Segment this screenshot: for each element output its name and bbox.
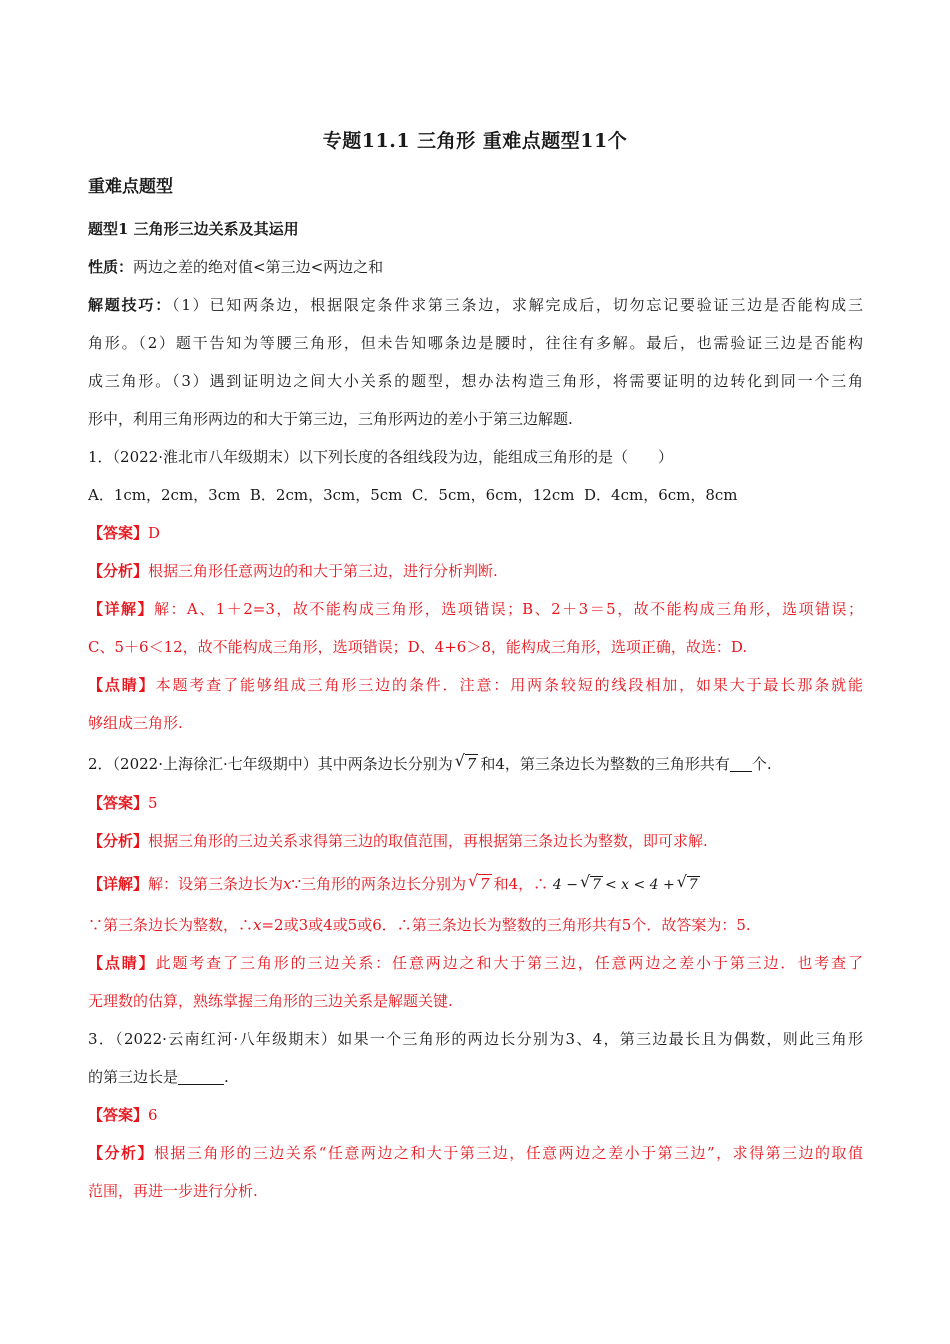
q2-analysis-label: 【分析】 bbox=[88, 832, 149, 850]
q1-detail-label: 【详解】 bbox=[88, 600, 154, 618]
q2-stem-a: 2．（2022·上海徐汇·七年级期中）其中两条边长分别为 bbox=[88, 755, 453, 773]
q3-answer bbox=[88, 1096, 863, 1134]
q1-detail-1 bbox=[88, 590, 863, 628]
section-heading: 重难点题型 bbox=[88, 177, 173, 197]
q2-detail-1 bbox=[88, 860, 863, 906]
property-label: 性质： bbox=[88, 258, 134, 276]
q2-analysis bbox=[88, 822, 863, 860]
q2-detail-b: ∵三角形的两条边长分别为 bbox=[291, 875, 467, 893]
sqrt-icon: √ 7 bbox=[454, 751, 477, 773]
answer-blank bbox=[178, 1068, 224, 1085]
q3-stem-1: 3．（2022·云南红河·八年级期末）如果一个三角形的两边长分别为3、4，第三边最长且为偶数，则此三角形 bbox=[88, 1030, 863, 1048]
q2-detail-2var: x bbox=[253, 916, 262, 934]
q2-detail-a: 解：设第三条边长为 bbox=[148, 875, 284, 893]
q1-analysis-text: 根据三角形任意两边的和大于第三边，进行分析判断. bbox=[148, 562, 498, 580]
q2-detail-2 bbox=[88, 906, 863, 944]
q1-comment-1 bbox=[88, 666, 863, 704]
q2-detail-label: 【详解】 bbox=[88, 875, 149, 893]
q2-answer-label: 【答案】 bbox=[88, 794, 149, 812]
q3-analysis-2: 范围，再进一步进行分析. bbox=[88, 1182, 258, 1200]
q2-stem-c: 个. bbox=[751, 755, 772, 773]
q3-stem-2 bbox=[88, 1058, 863, 1096]
tips-line-2: 角形。（2）题干告知为等腰三角形，但未告知哪条边是腰时，往往有多解。最后，也需验证三边是否能构 bbox=[88, 334, 863, 352]
sqrt-icon: √ 7 bbox=[468, 871, 490, 893]
q3-analysis-label: 【分析】 bbox=[88, 1144, 154, 1162]
q2-detail-var: x bbox=[283, 875, 292, 893]
q1-comment-text-1: 本题考查了能够组成三角形三边的条件．注意：用两条较短的线段相加，如果大于最长那条就能 bbox=[155, 676, 863, 694]
property-line bbox=[88, 248, 863, 286]
q3-answer-label: 【答案】 bbox=[88, 1106, 149, 1124]
q1-answer-value: D bbox=[148, 524, 161, 542]
q1-analysis-label: 【分析】 bbox=[88, 562, 149, 580]
tips-text-1: （1）已知两条边，根据限定条件求第三条边，求解完成后，切勿忘记要验证三边是否能构成三 bbox=[172, 296, 863, 314]
q2-analysis-text: 根据三角形的三边关系求得第三边的取值范围，再根据第三条边长为整数，即可求解. bbox=[148, 832, 708, 850]
property-text: 两边之差的绝对值<第三边<两边之和 bbox=[133, 258, 384, 276]
answer-blank bbox=[730, 755, 752, 772]
q1-detail-text-1: 解：A、1＋2=3，故不能构成三角形，选项错误；B、2＋3＝5，故不能构成三角形，选项错误； bbox=[153, 600, 863, 618]
q1-analysis bbox=[88, 552, 863, 590]
tips-line-1 bbox=[88, 286, 863, 324]
q3-answer-value: 6 bbox=[148, 1106, 158, 1124]
q2-detail-c: 和4，∴ bbox=[493, 875, 549, 893]
q2-detail-2a: ∵第三条边长为整数，∴ bbox=[88, 916, 254, 934]
q1-options: A．1cm，2cm，3cm B．2cm，3cm，5cm C．5cm，6cm，12cm D．4cm，6cm，8cm bbox=[88, 486, 738, 504]
q1-stem: 1．（2022·淮北市八年级期末）以下列长度的各组线段为边，能组成三角形的是（ ） bbox=[88, 448, 673, 466]
q2-answer-value: 5 bbox=[148, 794, 158, 812]
doc-body bbox=[88, 210, 863, 1210]
tips-line-3: 成三角形。（3）遇到证明边之间大小关系的题型，想办法构造三角形，将需要证明的边转化到同一个三角 bbox=[88, 372, 863, 390]
q2-stem-b: 和4，第三条边长为整数的三角形共有 bbox=[480, 755, 730, 773]
q1-comment-label: 【点睛】 bbox=[88, 676, 156, 694]
doc-title: 专题11.1 三角形 重难点题型11个 bbox=[322, 130, 628, 152]
tips-label: 解题技巧： bbox=[88, 296, 173, 314]
q3-analysis-1 bbox=[88, 1134, 863, 1172]
q3-stem-2a: 的第三边长是 bbox=[88, 1068, 179, 1086]
q1-comment-2: 够组成三角形. bbox=[88, 714, 183, 732]
q3-analysis-text-1: 根据三角形的三边关系“任意两边之和大于第三边，任意两边之差小于第三边”，求得第三边的取值 bbox=[153, 1144, 863, 1162]
tips-line-4: 形中，利用三角形两边的和大于第三边，三角形两边的差小于第三边解题. bbox=[88, 410, 573, 428]
q2-stem bbox=[88, 742, 863, 784]
q2-comment-text-1: 此题考查了三角形的三边关系：任意两边之和大于第三边，任意两边之差小于第三边．也考查了 bbox=[155, 954, 863, 972]
q2-answer bbox=[88, 784, 863, 822]
q2-comment-1 bbox=[88, 944, 863, 982]
q2-detail-2b: =2或3或4或5或6．∴第三条边长为整数的三角形共有5个．故答案为：5. bbox=[261, 916, 751, 934]
q1-answer-label: 【答案】 bbox=[88, 524, 149, 542]
q2-inequality: 4 − √ 7 < x < 4 + √ 7 bbox=[552, 872, 698, 893]
type1-heading: 题型1 三角形三边关系及其运用 bbox=[88, 220, 299, 238]
q1-detail-2: C、5＋6＜12，故不能构成三角形，选项错误；D、4+6＞8，能构成三角形，选项正确，故选：D. bbox=[88, 638, 748, 656]
q3-stem-2b: . bbox=[224, 1068, 229, 1086]
q2-comment-2: 无理数的估算，熟练掌握三角形的三边关系是解题关键. bbox=[88, 992, 453, 1010]
q1-answer bbox=[88, 514, 863, 552]
q2-comment-label: 【点睛】 bbox=[88, 954, 156, 972]
